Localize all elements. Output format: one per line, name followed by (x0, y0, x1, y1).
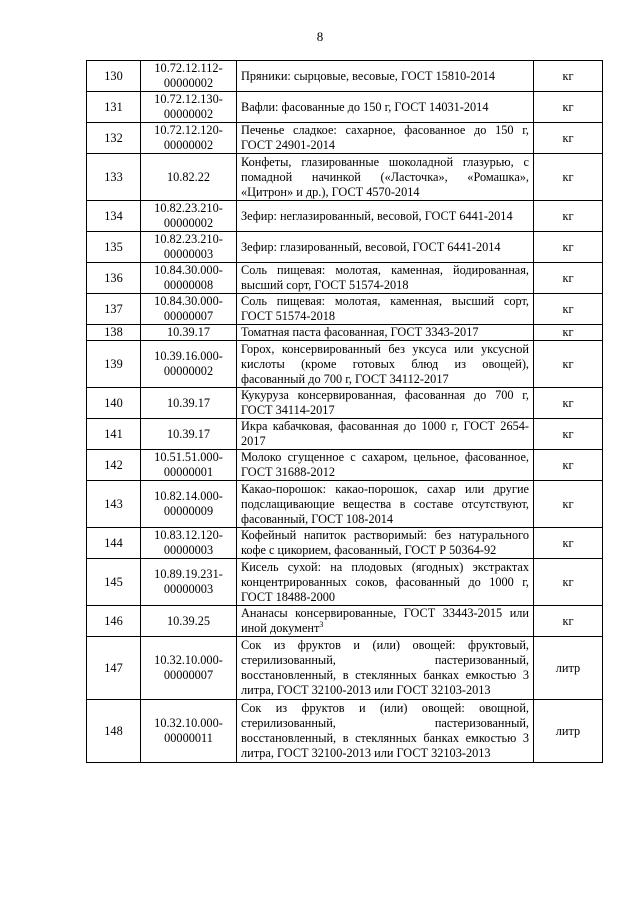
product-name-text: Ананасы консервированные, ГОСТ 33443-2015 или иной документ (241, 606, 529, 635)
okpd-code-cell: 10.83.12.120- 00000003 (141, 528, 237, 559)
unit-cell: кг (534, 481, 603, 528)
okpd-code-cell: 10.39.16.000- 00000002 (141, 341, 237, 388)
row-number-cell: 148 (87, 700, 141, 763)
okpd-code-cell: 10.39.17 (141, 388, 237, 419)
table-row (87, 341, 603, 388)
okpd-code-cell: 10.72.12.112- 00000002 (141, 61, 237, 92)
table-row (87, 700, 603, 763)
okpd-code-cell: 10.82.23.210- 00000002 (141, 201, 237, 232)
product-name-cell (237, 154, 534, 201)
row-number-cell: 143 (87, 481, 141, 528)
row-number-cell: 146 (87, 606, 141, 637)
row-number-cell: 133 (87, 154, 141, 201)
table-row (87, 61, 603, 92)
table-row (87, 201, 603, 232)
row-number-cell: 142 (87, 450, 141, 481)
product-name-text: Зефир: глазированный, весовой, ГОСТ 6441-2014 (241, 239, 501, 254)
row-number-cell: 147 (87, 637, 141, 700)
table-row (87, 637, 603, 700)
product-name-cell (237, 637, 534, 700)
okpd-code-cell: 10.82.14.000- 00000009 (141, 481, 237, 528)
table-row (87, 481, 603, 528)
unit-cell: кг (534, 201, 603, 232)
unit-cell: кг (534, 294, 603, 325)
table-row (87, 606, 603, 637)
product-name-cell (237, 419, 534, 450)
product-name-text: Какао-порошок: какао-порошок, сахар или другие подслащивающие вещества в составе отсутствуют, фасованный, ГОСТ 108-2014 (241, 481, 529, 526)
unit-cell: литр (534, 700, 603, 763)
table-row (87, 263, 603, 294)
unit-cell: кг (534, 154, 603, 201)
row-number-cell: 132 (87, 123, 141, 154)
product-name-text: Сок из фруктов и (или) овощей: овощной, стерилизованный, пастеризованный, восстановленный, в стеклянных банках емкостью 3 литра, ГОСТ 32100-2013 или ГОСТ 32103-2013 (241, 701, 529, 760)
product-name-cell (237, 700, 534, 763)
product-name-cell (237, 606, 534, 637)
product-name-cell (237, 294, 534, 325)
row-number-cell: 131 (87, 92, 141, 123)
unit-cell: кг (534, 419, 603, 450)
unit-cell: кг (534, 92, 603, 123)
product-name-cell (237, 325, 534, 341)
row-number-cell: 140 (87, 388, 141, 419)
row-number-cell: 139 (87, 341, 141, 388)
unit-cell: кг (534, 263, 603, 294)
unit-cell: кг (534, 559, 603, 606)
product-name-text: Молоко сгущенное с сахаром, цельное, фасованное, ГОСТ 31688-2012 (241, 450, 529, 479)
table-row (87, 232, 603, 263)
product-name-text: Пряники: сырцовые, весовые, ГОСТ 15810-2014 (241, 68, 495, 83)
row-number-cell: 141 (87, 419, 141, 450)
page-number: 8 (316, 29, 324, 44)
table-row (87, 419, 603, 450)
product-name-text: Вафли: фасованные до 150 г, ГОСТ 14031-2014 (241, 99, 489, 114)
row-number-cell: 136 (87, 263, 141, 294)
footnote-marker: 3 (319, 619, 324, 629)
product-name-cell (237, 450, 534, 481)
unit-cell: литр (534, 637, 603, 700)
product-name-text: Кофейный напиток растворимый: без натурального кофе с цикорием, фасованный, ГОСТ Р 50364-92 (241, 528, 529, 557)
okpd-code-cell: 10.39.17 (141, 419, 237, 450)
product-name-text: Кукуруза консервированная, фасованная до 700 г, ГОСТ 34114-2017 (241, 388, 529, 417)
table-row (87, 528, 603, 559)
okpd-code-cell: 10.72.12.130- 00000002 (141, 92, 237, 123)
product-name-cell (237, 528, 534, 559)
product-name-text: Икра кабачковая, фасованная до 1000 г, ГОСТ 2654-2017 (241, 419, 529, 448)
goods-table (86, 60, 603, 763)
row-number-cell: 138 (87, 325, 141, 341)
product-name-text: Соль пищевая: молотая, каменная, высший сорт, ГОСТ 51574-2018 (241, 294, 529, 323)
product-name-cell (237, 61, 534, 92)
okpd-code-cell: 10.89.19.231- 00000003 (141, 559, 237, 606)
table-row (87, 154, 603, 201)
okpd-code-cell: 10.84.30.000- 00000008 (141, 263, 237, 294)
okpd-code-cell: 10.72.12.120- 00000002 (141, 123, 237, 154)
product-name-cell (237, 263, 534, 294)
unit-cell: кг (534, 325, 603, 341)
okpd-code-cell: 10.39.17 (141, 325, 237, 341)
product-name-text: Соль пищевая: молотая, каменная, йодированная, высший сорт, ГОСТ 51574-2018 (241, 263, 529, 292)
okpd-code-cell: 10.32.10.000- 00000007 (141, 637, 237, 700)
okpd-code-cell: 10.82.23.210- 00000003 (141, 232, 237, 263)
table-row (87, 92, 603, 123)
row-number-cell: 145 (87, 559, 141, 606)
row-number-cell: 137 (87, 294, 141, 325)
product-name-text: Горох, консервированный без уксуса или уксусной кислоты (кроме готовых блюд из овощей), фасованный до 700 г, ГОСТ 34112-2017 (241, 341, 529, 386)
okpd-code-cell: 10.82.22 (141, 154, 237, 201)
table-row (87, 559, 603, 606)
unit-cell: кг (534, 232, 603, 263)
product-name-text: Кисель сухой: на плодовых (ягодных) экстрактах концентрированных соков, фасованный до 1000 г, ГОСТ 18488-2000 (241, 559, 529, 604)
table-row (87, 388, 603, 419)
row-number-cell: 130 (87, 61, 141, 92)
product-name-cell (237, 481, 534, 528)
table-row (87, 123, 603, 154)
unit-cell: кг (534, 388, 603, 419)
okpd-code-cell: 10.84.30.000- 00000007 (141, 294, 237, 325)
product-name-cell (237, 92, 534, 123)
okpd-code-cell: 10.32.10.000- 00000011 (141, 700, 237, 763)
row-number-cell: 144 (87, 528, 141, 559)
product-name-cell (237, 559, 534, 606)
unit-cell: кг (534, 528, 603, 559)
unit-cell: кг (534, 123, 603, 154)
goods-table-body (87, 61, 603, 763)
table-row (87, 325, 603, 341)
row-number-cell: 134 (87, 201, 141, 232)
table-row (87, 450, 603, 481)
product-name-text: Конфеты, глазированные шоколадной глазурью, с помадной начинкой («Ласточка», «Ромашка», «Цитрон» и др.), ГОСТ 4570-2014 (241, 154, 529, 199)
okpd-code-cell: 10.51.51.000- 00000001 (141, 450, 237, 481)
unit-cell: кг (534, 606, 603, 637)
product-name-cell (237, 201, 534, 232)
okpd-code-cell: 10.39.25 (141, 606, 237, 637)
product-name-text: Томатная паста фасованная, ГОСТ 3343-2017 (241, 325, 479, 339)
row-number-cell: 135 (87, 232, 141, 263)
product-name-cell (237, 388, 534, 419)
product-name-cell (237, 232, 534, 263)
unit-cell: кг (534, 61, 603, 92)
product-name-text: Печенье сладкое: сахарное, фасованное до 150 г, ГОСТ 24901-2014 (241, 123, 529, 152)
product-name-cell (237, 123, 534, 154)
product-name-text: Зефир: неглазированный, весовой, ГОСТ 6441-2014 (241, 208, 513, 223)
unit-cell: кг (534, 450, 603, 481)
product-name-text: Сок из фруктов и (или) овощей: фруктовый, стерилизованный, пастеризованный, восстановленный, в стеклянных банках емкостью 3 литра, ГОСТ 32100-2013 или ГОСТ 32103-2013 (241, 638, 529, 697)
table-row (87, 294, 603, 325)
product-name-cell (237, 341, 534, 388)
unit-cell: кг (534, 341, 603, 388)
